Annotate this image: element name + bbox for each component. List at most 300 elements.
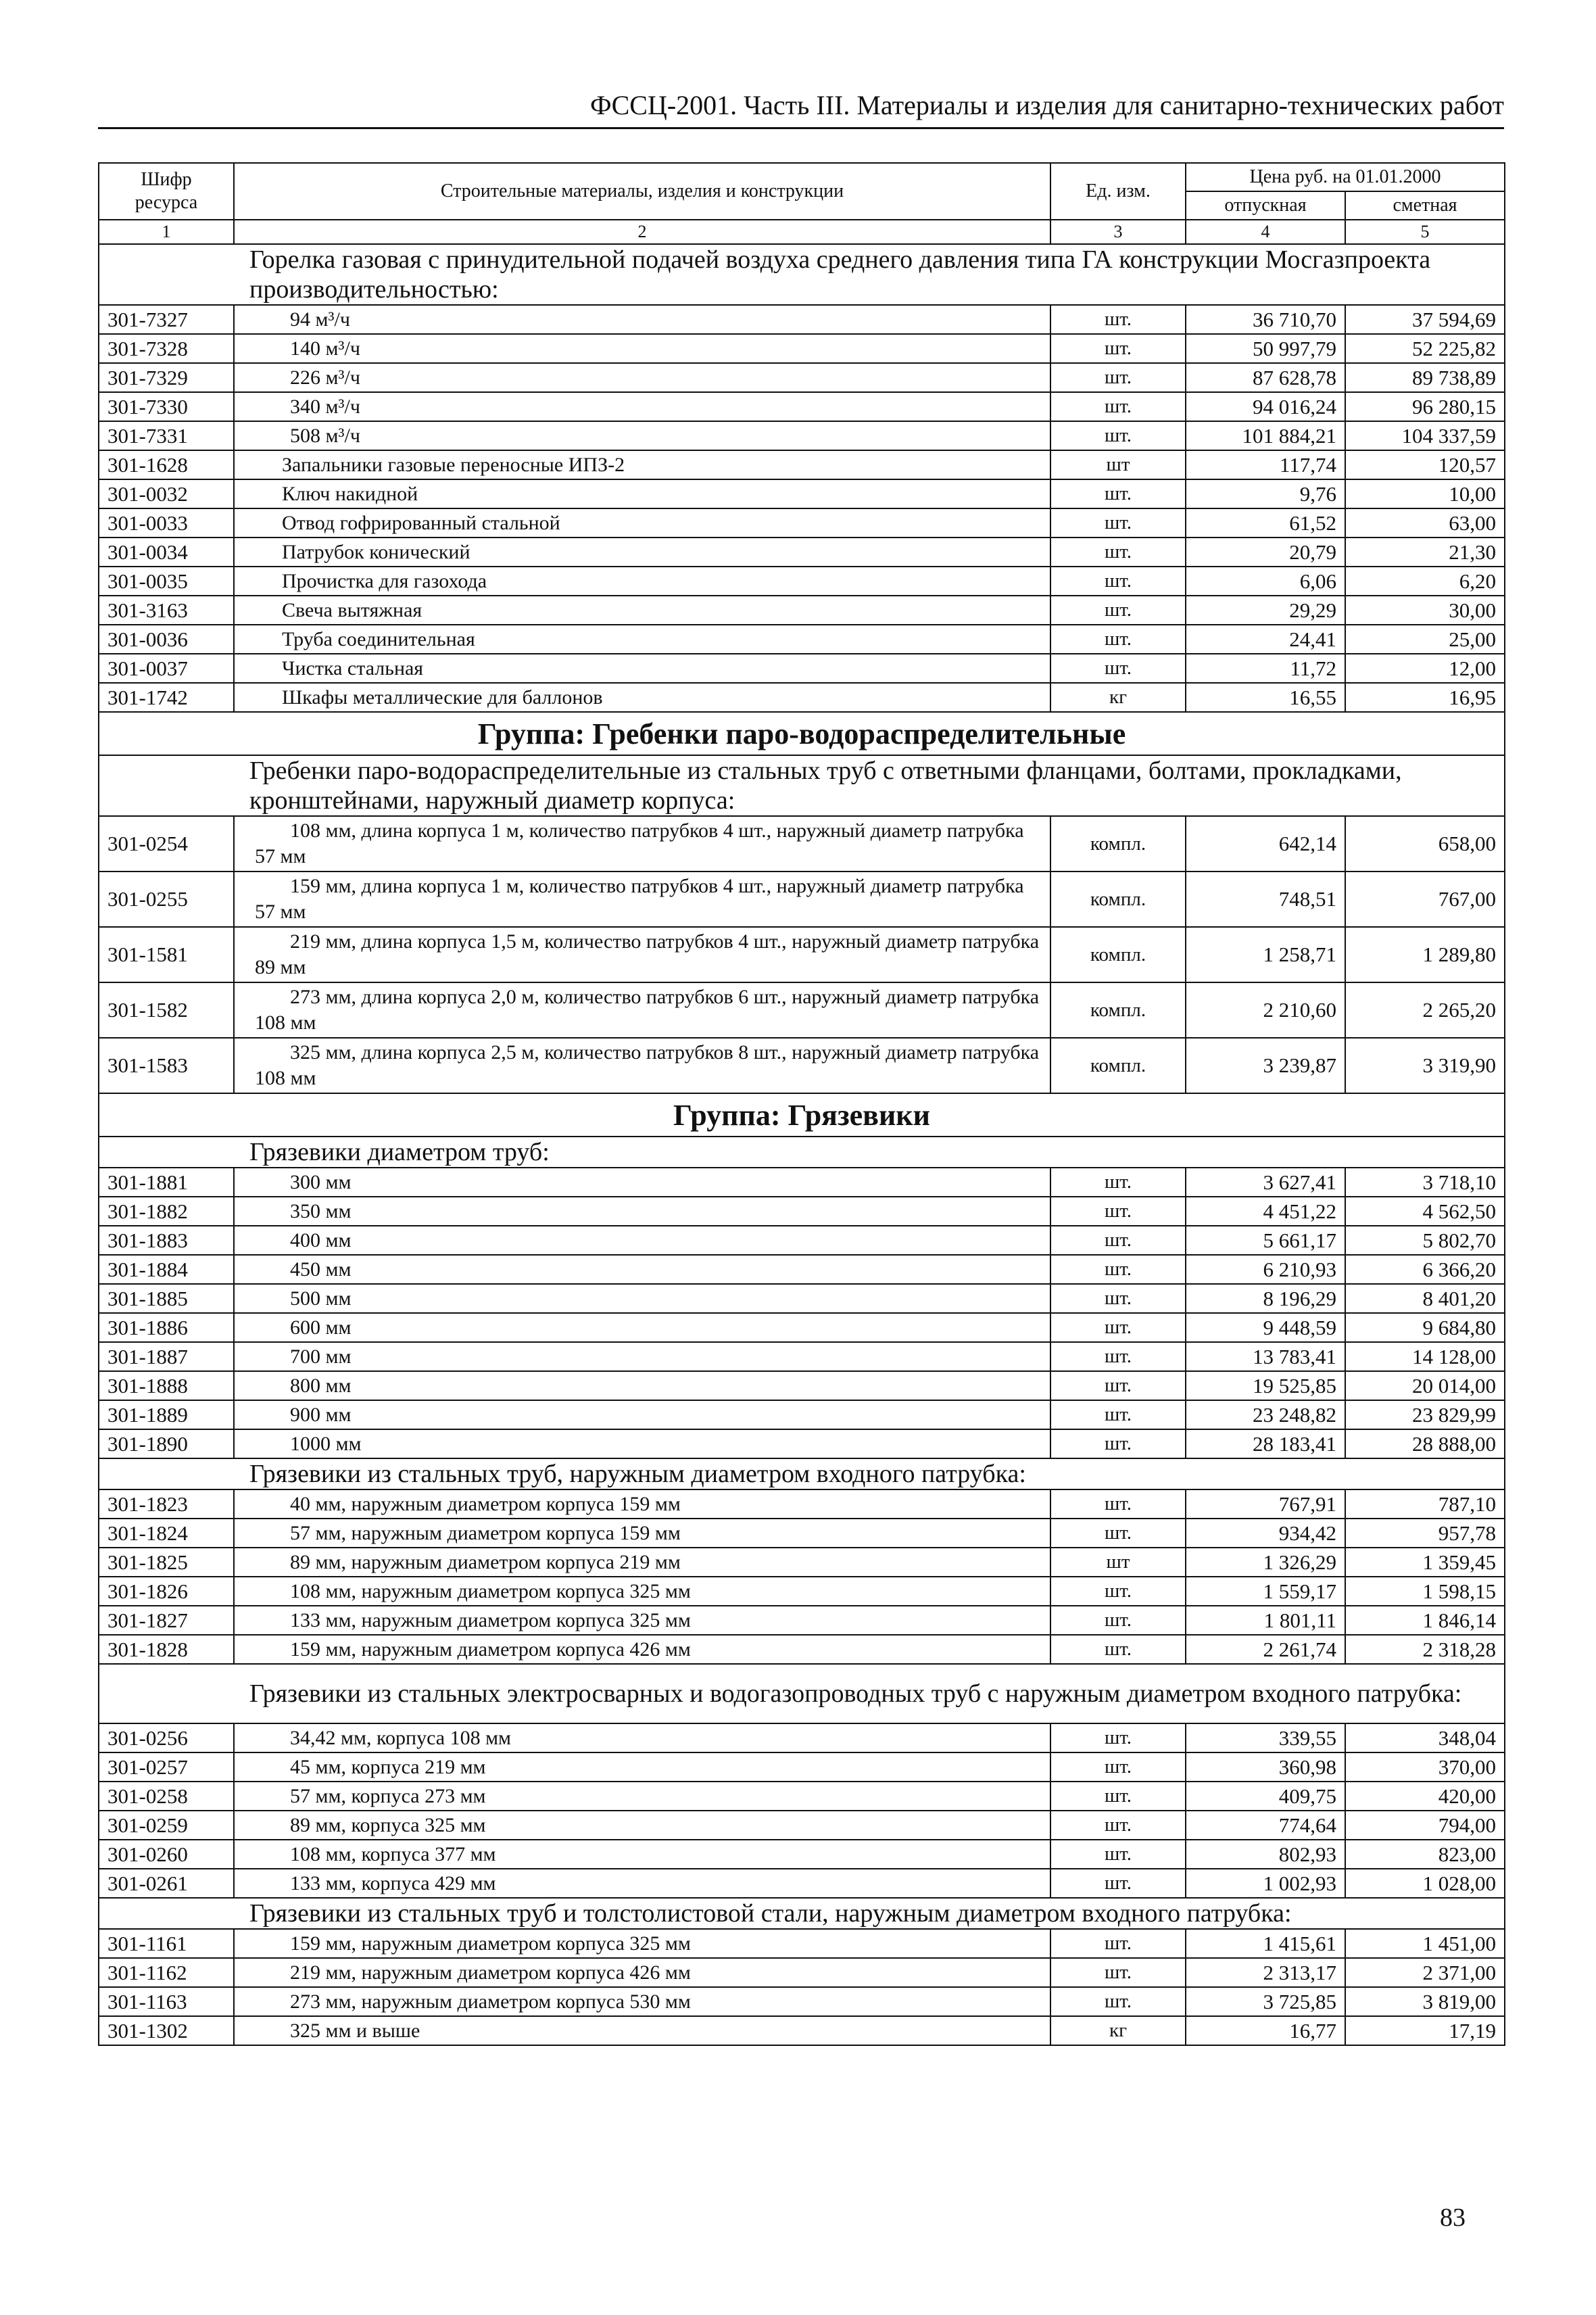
- estimate-price: 96 280,15: [1345, 392, 1505, 421]
- section-title: Грязевики диаметром труб:: [99, 1137, 1505, 1168]
- section-title: Грязевики из стальных труб, наружным диаметром входного патрубка:: [99, 1458, 1505, 1489]
- estimate-price: 16,95: [1345, 683, 1505, 712]
- material-name: Патрубок конический: [234, 538, 1050, 567]
- resource-code: 301-1885: [99, 1284, 234, 1313]
- section-row: [99, 1898, 1505, 1929]
- resource-code: 301-1163: [99, 1987, 234, 2016]
- unit-of-measure: шт.: [1050, 421, 1186, 450]
- estimate-price: 23 829,99: [1345, 1400, 1505, 1429]
- unit-of-measure: шт.: [1050, 1840, 1186, 1869]
- release-price: 19 525,85: [1186, 1371, 1345, 1400]
- estimate-price: 794,00: [1345, 1811, 1505, 1840]
- release-price: 2 313,17: [1186, 1958, 1345, 1987]
- table-row: [99, 872, 1505, 927]
- resource-code: 301-0257: [99, 1752, 234, 1782]
- material-name: 133 мм, корпуса 429 мм: [234, 1869, 1050, 1898]
- estimate-price: 1 289,80: [1345, 927, 1505, 982]
- unit-of-measure: компл.: [1050, 927, 1186, 982]
- resource-code: 301-1884: [99, 1255, 234, 1284]
- release-price: 28 183,41: [1186, 1429, 1345, 1458]
- resource-code: 301-1162: [99, 1958, 234, 1987]
- resource-code: 301-1628: [99, 450, 234, 479]
- estimate-price: 1 451,00: [1345, 1929, 1505, 1958]
- estimate-price: 2 265,20: [1345, 982, 1505, 1038]
- material-name: 500 мм: [234, 1284, 1050, 1313]
- release-price: 13 783,41: [1186, 1342, 1345, 1371]
- estimate-price: 3 718,10: [1345, 1168, 1505, 1197]
- estimate-price: 6,20: [1345, 567, 1505, 596]
- material-name: 300 мм: [234, 1168, 1050, 1197]
- release-price: 1 415,61: [1186, 1929, 1345, 1958]
- unit-of-measure: шт.: [1050, 1429, 1186, 1458]
- table-row: [99, 1038, 1505, 1093]
- section-title: Гребенки паро-водораспределительные из стальных труб с ответными фланцами, болтами, прокладками, кронштейнами, наружный диаметр корпуса:: [99, 755, 1505, 816]
- material-name: 89 мм, корпуса 325 мм: [234, 1811, 1050, 1840]
- resource-code: 301-1889: [99, 1400, 234, 1429]
- material-name: 159 мм, наружным диаметром корпуса 325 мм: [234, 1929, 1050, 1958]
- table-row: [99, 1782, 1505, 1811]
- material-name: 219 мм, длина корпуса 1,5 м, количество патрубков 4 шт., наружный диаметр патрубка 89 мм: [234, 927, 1050, 982]
- unit-of-measure: шт.: [1050, 1371, 1186, 1400]
- release-price: 24,41: [1186, 625, 1345, 654]
- release-price: 1 801,11: [1186, 1606, 1345, 1635]
- section-row: [99, 1093, 1505, 1137]
- table-row: [99, 538, 1505, 567]
- section-row: [99, 1137, 1505, 1168]
- section-row: [99, 755, 1505, 816]
- material-name: Шкафы металлические для баллонов: [234, 683, 1050, 712]
- unit-of-measure: шт.: [1050, 625, 1186, 654]
- unit-of-measure: шт.: [1050, 334, 1186, 363]
- unit-of-measure: шт.: [1050, 1313, 1186, 1342]
- table-row: [99, 1548, 1505, 1577]
- unit-of-measure: шт.: [1050, 392, 1186, 421]
- unit-of-measure: шт.: [1050, 1958, 1186, 1987]
- estimate-price: 10,00: [1345, 479, 1505, 508]
- col-number: 4: [1186, 220, 1345, 244]
- release-price: 6 210,93: [1186, 1255, 1345, 1284]
- material-name: Свеча вытяжная: [234, 596, 1050, 625]
- release-price: 9 448,59: [1186, 1313, 1345, 1342]
- estimate-price: 5 802,70: [1345, 1226, 1505, 1255]
- section-row: [99, 712, 1505, 755]
- col-number: 2: [234, 220, 1050, 244]
- estimate-price: 30,00: [1345, 596, 1505, 625]
- estimate-price: 3 819,00: [1345, 1987, 1505, 2016]
- unit-of-measure: шт.: [1050, 596, 1186, 625]
- section-row: [99, 1458, 1505, 1489]
- release-price: 3 239,87: [1186, 1038, 1345, 1093]
- resource-code: 301-1582: [99, 982, 234, 1038]
- estimate-price: 2 371,00: [1345, 1958, 1505, 1987]
- material-name: 159 мм, наружным диаметром корпуса 426 мм: [234, 1635, 1050, 1664]
- section-row: [99, 244, 1505, 305]
- unit-of-measure: шт: [1050, 1548, 1186, 1577]
- estimate-price: 9 684,80: [1345, 1313, 1505, 1342]
- table-row: [99, 2016, 1505, 2045]
- estimate-price: 1 846,14: [1345, 1606, 1505, 1635]
- resource-code: 301-0256: [99, 1723, 234, 1752]
- material-name: Ключ накидной: [234, 479, 1050, 508]
- col-unit-header: Ед. изм.: [1050, 163, 1186, 220]
- unit-of-measure: компл.: [1050, 816, 1186, 872]
- estimate-price: 348,04: [1345, 1723, 1505, 1752]
- unit-of-measure: шт.: [1050, 363, 1186, 392]
- table-row: [99, 1869, 1505, 1898]
- unit-of-measure: шт.: [1050, 1284, 1186, 1313]
- table-row: [99, 654, 1505, 683]
- material-name: Отвод гофрированный стальной: [234, 508, 1050, 538]
- table-row: [99, 334, 1505, 363]
- unit-of-measure: шт.: [1050, 1255, 1186, 1284]
- table-row: [99, 1723, 1505, 1752]
- table-row: [99, 450, 1505, 479]
- resource-code: 301-1302: [99, 2016, 234, 2045]
- table-row: [99, 1400, 1505, 1429]
- unit-of-measure: шт.: [1050, 1869, 1186, 1898]
- estimate-price: 37 594,69: [1345, 305, 1505, 334]
- material-name: 57 мм, наружным диаметром корпуса 159 мм: [234, 1519, 1050, 1548]
- release-price: 1 002,93: [1186, 1869, 1345, 1898]
- table-row: [99, 596, 1505, 625]
- unit-of-measure: шт.: [1050, 305, 1186, 334]
- release-price: 802,93: [1186, 1840, 1345, 1869]
- resource-code: 301-1826: [99, 1577, 234, 1606]
- table-row: [99, 1752, 1505, 1782]
- resource-code: 301-0033: [99, 508, 234, 538]
- table-row: [99, 305, 1505, 334]
- resource-code: 301-1883: [99, 1226, 234, 1255]
- material-name: Труба соединительная: [234, 625, 1050, 654]
- material-name: 450 мм: [234, 1255, 1050, 1284]
- resource-code: 301-0260: [99, 1840, 234, 1869]
- table-row: [99, 1840, 1505, 1869]
- estimate-price: 120,57: [1345, 450, 1505, 479]
- unit-of-measure: шт.: [1050, 567, 1186, 596]
- estimate-price: 6 366,20: [1345, 1255, 1505, 1284]
- estimate-price: 25,00: [1345, 625, 1505, 654]
- estimate-price: 8 401,20: [1345, 1284, 1505, 1313]
- release-price: 1 258,71: [1186, 927, 1345, 982]
- resource-code: 301-7330: [99, 392, 234, 421]
- unit-of-measure: шт.: [1050, 479, 1186, 508]
- material-name: 133 мм, наружным диаметром корпуса 325 мм: [234, 1606, 1050, 1635]
- release-price: 94 016,24: [1186, 392, 1345, 421]
- unit-of-measure: шт.: [1050, 1635, 1186, 1664]
- unit-of-measure: шт: [1050, 450, 1186, 479]
- material-name: 900 мм: [234, 1400, 1050, 1429]
- material-name: 57 мм, корпуса 273 мм: [234, 1782, 1050, 1811]
- table-row: [99, 1342, 1505, 1371]
- estimate-price: 658,00: [1345, 816, 1505, 872]
- material-name: 45 мм, корпуса 219 мм: [234, 1752, 1050, 1782]
- table-row: [99, 1255, 1505, 1284]
- table-row: [99, 1489, 1505, 1519]
- resource-code: 301-1886: [99, 1313, 234, 1342]
- material-name: 108 мм, длина корпуса 1 м, количество патрубков 4 шт., наружный диаметр патрубка 57 мм: [234, 816, 1050, 872]
- section-row: [99, 1664, 1505, 1723]
- material-name: 273 мм, длина корпуса 2,0 м, количество патрубков 6 шт., наружный диаметр патрубка 108 мм: [234, 982, 1050, 1038]
- estimate-price: 2 318,28: [1345, 1635, 1505, 1664]
- release-price: 339,55: [1186, 1723, 1345, 1752]
- release-price: 50 997,79: [1186, 334, 1345, 363]
- release-price: 748,51: [1186, 872, 1345, 927]
- unit-of-measure: шт.: [1050, 1723, 1186, 1752]
- table-row: [99, 625, 1505, 654]
- release-price: 2 261,74: [1186, 1635, 1345, 1664]
- col-number: 3: [1050, 220, 1186, 244]
- page-header: ФССЦ-2001. Часть III. Материалы и изделия для санитарно-технических работ: [98, 87, 1504, 129]
- unit-of-measure: шт.: [1050, 654, 1186, 683]
- material-name: 159 мм, длина корпуса 1 м, количество патрубков 4 шт., наружный диаметр патрубка 57 мм: [234, 872, 1050, 927]
- table-row: [99, 982, 1505, 1038]
- resource-code: 301-1742: [99, 683, 234, 712]
- price-table: [98, 162, 1505, 2046]
- estimate-price: 1 598,15: [1345, 1577, 1505, 1606]
- estimate-price: 3 319,90: [1345, 1038, 1505, 1093]
- material-name: 34,42 мм, корпуса 108 мм: [234, 1723, 1050, 1752]
- estimate-price: 12,00: [1345, 654, 1505, 683]
- release-price: 360,98: [1186, 1752, 1345, 1782]
- release-price: 8 196,29: [1186, 1284, 1345, 1313]
- unit-of-measure: шт.: [1050, 1226, 1186, 1255]
- table-row: [99, 1987, 1505, 2016]
- release-price: 5 661,17: [1186, 1226, 1345, 1255]
- page-number: 83: [1440, 2203, 1466, 2232]
- table-row: [99, 363, 1505, 392]
- estimate-price: 787,10: [1345, 1489, 1505, 1519]
- resource-code: 301-0258: [99, 1782, 234, 1811]
- estimate-price: 28 888,00: [1345, 1429, 1505, 1458]
- resource-code: 301-7327: [99, 305, 234, 334]
- resource-code: 301-0254: [99, 816, 234, 872]
- col-name-header: Строительные материалы, изделия и конструкции: [234, 163, 1050, 220]
- release-price: 16,55: [1186, 683, 1345, 712]
- resource-code: 301-7328: [99, 334, 234, 363]
- unit-of-measure: шт.: [1050, 1752, 1186, 1782]
- release-price: 4 451,22: [1186, 1197, 1345, 1226]
- unit-of-measure: шт.: [1050, 1168, 1186, 1197]
- release-price: 20,79: [1186, 538, 1345, 567]
- resource-code: 301-1583: [99, 1038, 234, 1093]
- estimate-price: 89 738,89: [1345, 363, 1505, 392]
- material-name: 273 мм, наружным диаметром корпуса 530 мм: [234, 1987, 1050, 2016]
- release-price: 2 210,60: [1186, 982, 1345, 1038]
- table-row: [99, 1811, 1505, 1840]
- unit-of-measure: компл.: [1050, 1038, 1186, 1093]
- estimate-price: 52 225,82: [1345, 334, 1505, 363]
- estimate-price: 823,00: [1345, 1840, 1505, 1869]
- table-row: [99, 1313, 1505, 1342]
- unit-of-measure: шт.: [1050, 1197, 1186, 1226]
- unit-of-measure: шт.: [1050, 1342, 1186, 1371]
- table-row: [99, 1606, 1505, 1635]
- release-price: 3 725,85: [1186, 1987, 1345, 2016]
- material-name: 140 м³/ч: [234, 334, 1050, 363]
- release-price: 23 248,82: [1186, 1400, 1345, 1429]
- release-price: 642,14: [1186, 816, 1345, 872]
- unit-of-measure: шт.: [1050, 538, 1186, 567]
- resource-code: 301-0032: [99, 479, 234, 508]
- col-number: 1: [99, 220, 234, 244]
- resource-code: 301-0034: [99, 538, 234, 567]
- col-estimate-price-header: сметная: [1345, 191, 1505, 220]
- table-row: [99, 1958, 1505, 1987]
- table-row: [99, 1168, 1505, 1197]
- release-price: 6,06: [1186, 567, 1345, 596]
- material-name: 508 м³/ч: [234, 421, 1050, 450]
- release-price: 774,64: [1186, 1811, 1345, 1840]
- resource-code: 301-0255: [99, 872, 234, 927]
- table-row: [99, 683, 1505, 712]
- section-title: Горелка газовая с принудительной подачей воздуха среднего давления типа ГА конструкции Мосгазпроекта производительностью:: [99, 244, 1505, 305]
- table-row: [99, 1197, 1505, 1226]
- resource-code: 301-1888: [99, 1371, 234, 1400]
- unit-of-measure: кг: [1050, 2016, 1186, 2045]
- resource-code: 301-0035: [99, 567, 234, 596]
- material-name: 108 мм, наружным диаметром корпуса 325 мм: [234, 1577, 1050, 1606]
- material-name: Чистка стальная: [234, 654, 1050, 683]
- release-price: 767,91: [1186, 1489, 1345, 1519]
- section-title: Группа: Грязевики: [99, 1093, 1505, 1137]
- table-row: [99, 479, 1505, 508]
- material-name: 800 мм: [234, 1371, 1050, 1400]
- release-price: 101 884,21: [1186, 421, 1345, 450]
- section-title: Грязевики из стальных труб и толстолистовой стали, наружным диаметром входного патрубка:: [99, 1898, 1505, 1929]
- unit-of-measure: шт.: [1050, 508, 1186, 538]
- unit-of-measure: шт.: [1050, 1489, 1186, 1519]
- unit-of-measure: шт.: [1050, 1606, 1186, 1635]
- release-price: 1 559,17: [1186, 1577, 1345, 1606]
- resource-code: 301-7329: [99, 363, 234, 392]
- unit-of-measure: компл.: [1050, 982, 1186, 1038]
- material-name: 40 мм, наружным диаметром корпуса 159 мм: [234, 1489, 1050, 1519]
- material-name: Прочистка для газохода: [234, 567, 1050, 596]
- unit-of-measure: шт.: [1050, 1811, 1186, 1840]
- estimate-price: 17,19: [1345, 2016, 1505, 2045]
- resource-code: 301-1828: [99, 1635, 234, 1664]
- resource-code: 301-1882: [99, 1197, 234, 1226]
- table-row: [99, 567, 1505, 596]
- estimate-price: 1 359,45: [1345, 1548, 1505, 1577]
- col-price-header: Цена руб. на 01.01.2000: [1186, 163, 1505, 191]
- material-name: 1000 мм: [234, 1429, 1050, 1458]
- col-release-price-header: отпускная: [1186, 191, 1345, 220]
- material-name: 226 м³/ч: [234, 363, 1050, 392]
- resource-code: 301-0036: [99, 625, 234, 654]
- unit-of-measure: компл.: [1050, 872, 1186, 927]
- estimate-price: 21,30: [1345, 538, 1505, 567]
- resource-code: 301-0037: [99, 654, 234, 683]
- table-row: [99, 1429, 1505, 1458]
- material-name: 600 мм: [234, 1313, 1050, 1342]
- table-row: [99, 392, 1505, 421]
- col-number: 5: [1345, 220, 1505, 244]
- release-price: 36 710,70: [1186, 305, 1345, 334]
- unit-of-measure: шт.: [1050, 1519, 1186, 1548]
- unit-of-measure: кг: [1050, 683, 1186, 712]
- section-title: Грязевики из стальных электросварных и водогазопроводных труб с наружным диаметром входного патрубка:: [99, 1664, 1505, 1723]
- estimate-price: 957,78: [1345, 1519, 1505, 1548]
- estimate-price: 370,00: [1345, 1752, 1505, 1782]
- release-price: 9,76: [1186, 479, 1345, 508]
- estimate-price: 4 562,50: [1345, 1197, 1505, 1226]
- release-price: 61,52: [1186, 508, 1345, 538]
- unit-of-measure: шт.: [1050, 1782, 1186, 1811]
- table-row: [99, 508, 1505, 538]
- material-name: 94 м³/ч: [234, 305, 1050, 334]
- material-name: 340 м³/ч: [234, 392, 1050, 421]
- material-name: 89 мм, наружным диаметром корпуса 219 мм: [234, 1548, 1050, 1577]
- material-name: 350 мм: [234, 1197, 1050, 1226]
- resource-code: 301-1881: [99, 1168, 234, 1197]
- estimate-price: 767,00: [1345, 872, 1505, 927]
- material-name: 400 мм: [234, 1226, 1050, 1255]
- release-price: 87 628,78: [1186, 363, 1345, 392]
- table-row: [99, 1226, 1505, 1255]
- resource-code: 301-0259: [99, 1811, 234, 1840]
- material-name: 325 мм и выше: [234, 2016, 1050, 2045]
- release-price: 409,75: [1186, 1782, 1345, 1811]
- resource-code: 301-1887: [99, 1342, 234, 1371]
- release-price: 1 326,29: [1186, 1548, 1345, 1577]
- table-header: [99, 163, 1505, 244]
- resource-code: 301-1823: [99, 1489, 234, 1519]
- table-row: [99, 1371, 1505, 1400]
- unit-of-measure: шт.: [1050, 1577, 1186, 1606]
- material-name: 325 мм, длина корпуса 2,5 м, количество патрубков 8 шт., наружный диаметр патрубка 108 мм: [234, 1038, 1050, 1093]
- table-row: [99, 1635, 1505, 1664]
- table-row: [99, 1284, 1505, 1313]
- material-name: 219 мм, наружным диаметром корпуса 426 мм: [234, 1958, 1050, 1987]
- resource-code: 301-0261: [99, 1869, 234, 1898]
- release-price: 934,42: [1186, 1519, 1345, 1548]
- unit-of-measure: шт.: [1050, 1929, 1186, 1958]
- release-price: 11,72: [1186, 654, 1345, 683]
- resource-code: 301-1824: [99, 1519, 234, 1548]
- resource-code: 301-1827: [99, 1606, 234, 1635]
- estimate-price: 14 128,00: [1345, 1342, 1505, 1371]
- table-row: [99, 421, 1505, 450]
- estimate-price: 63,00: [1345, 508, 1505, 538]
- resource-code: 301-1890: [99, 1429, 234, 1458]
- estimate-price: 104 337,59: [1345, 421, 1505, 450]
- resource-code: 301-7331: [99, 421, 234, 450]
- col-code-header: Шифр ресурса: [99, 163, 234, 220]
- estimate-price: 20 014,00: [1345, 1371, 1505, 1400]
- release-price: 29,29: [1186, 596, 1345, 625]
- table-row: [99, 816, 1505, 872]
- material-name: Запальники газовые переносные ИПЗ-2: [234, 450, 1050, 479]
- unit-of-measure: шт.: [1050, 1987, 1186, 2016]
- release-price: 16,77: [1186, 2016, 1345, 2045]
- table-row: [99, 927, 1505, 982]
- resource-code: 301-1161: [99, 1929, 234, 1958]
- resource-code: 301-1825: [99, 1548, 234, 1577]
- release-price: 3 627,41: [1186, 1168, 1345, 1197]
- resource-code: 301-3163: [99, 596, 234, 625]
- table-row: [99, 1929, 1505, 1958]
- material-name: 108 мм, корпуса 377 мм: [234, 1840, 1050, 1869]
- table-row: [99, 1519, 1505, 1548]
- estimate-price: 420,00: [1345, 1782, 1505, 1811]
- resource-code: 301-1581: [99, 927, 234, 982]
- table-row: [99, 1577, 1505, 1606]
- section-title: Группа: Гребенки паро-водораспределительные: [99, 712, 1505, 755]
- estimate-price: 1 028,00: [1345, 1869, 1505, 1898]
- release-price: 117,74: [1186, 450, 1345, 479]
- unit-of-measure: шт.: [1050, 1400, 1186, 1429]
